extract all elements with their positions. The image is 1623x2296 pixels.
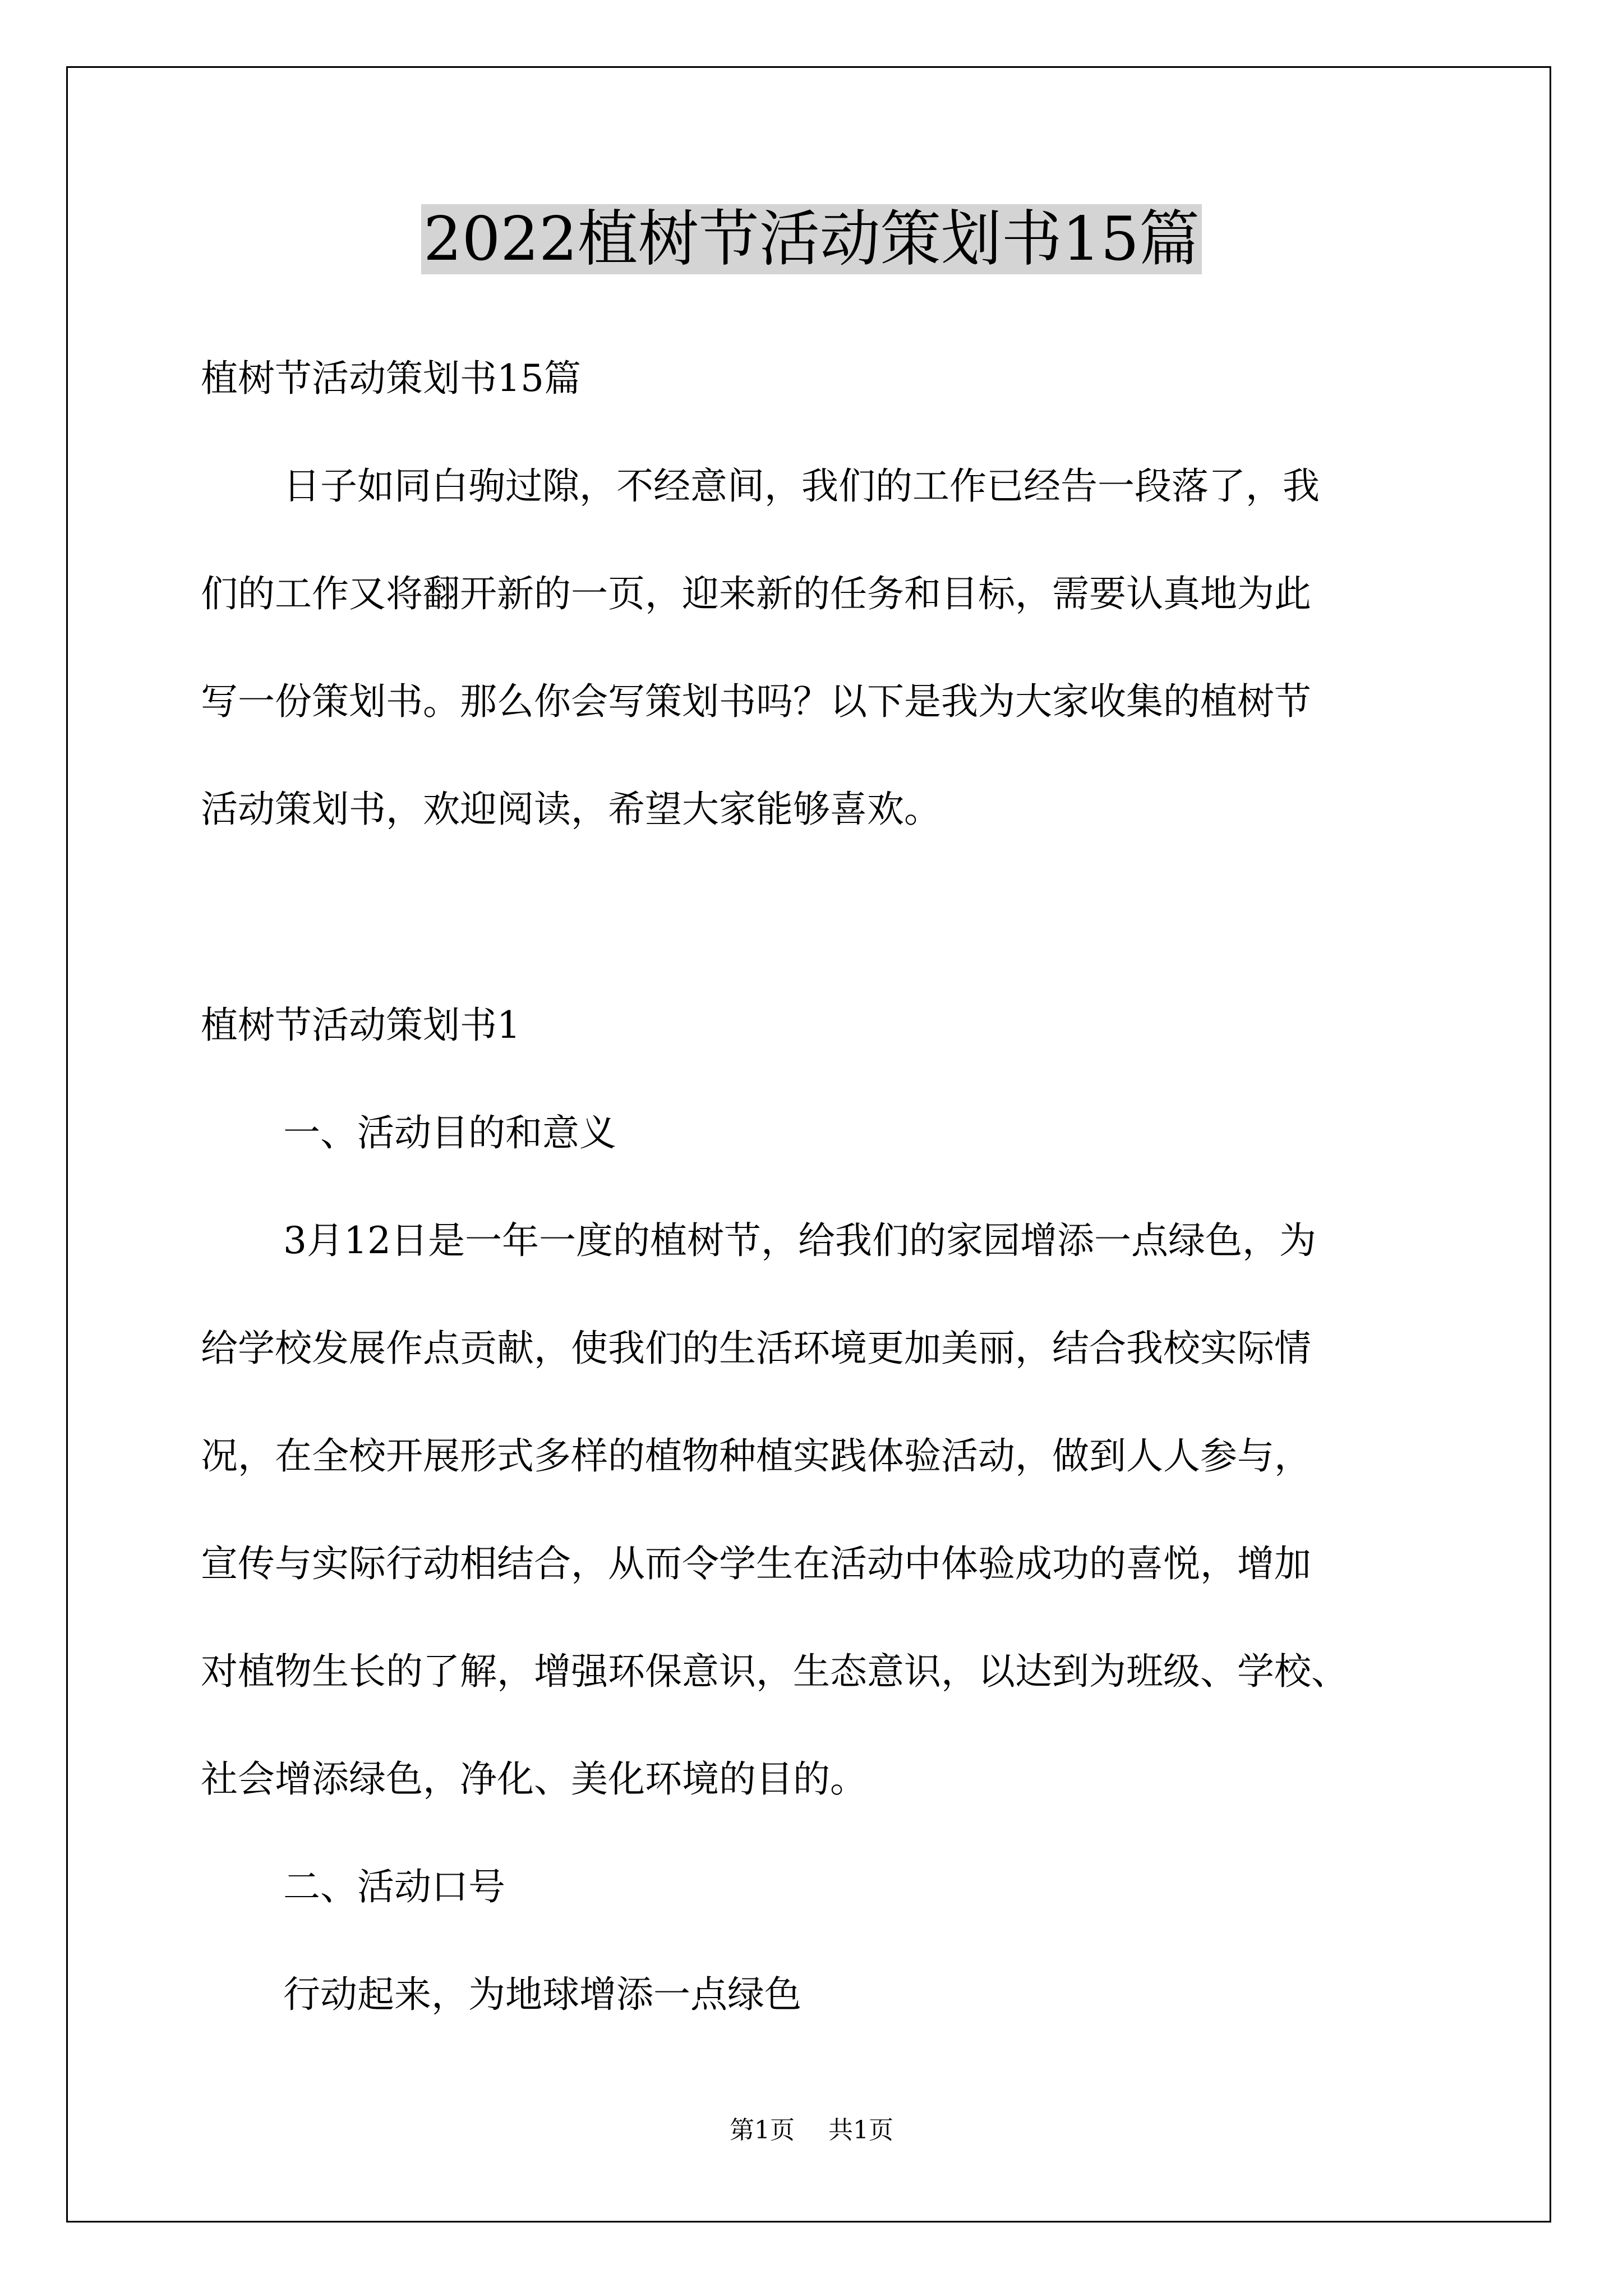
page-footer [0, 2114, 1623, 2147]
section-heading: 植树节活动策划书1 [201, 1004, 520, 1047]
subtitle: 植树节活动策划书15篇 [201, 357, 581, 400]
part2-heading: 二、活动口号 [283, 1865, 505, 1908]
intro-line-2: 们的工作又将翻开新的一页，迎来新的任务和目标，需要认真地为此 [201, 572, 1311, 615]
page-total: 共1页 [828, 2116, 893, 2145]
part1-line-5: 对植物生长的了解，增强环保意识，生态意识，以达到为班级、学校、 [201, 1650, 1348, 1693]
part1-line-6: 社会增添绿色，净化、美化环境的目的。 [201, 1757, 867, 1801]
part1-line-1: 3月12日是一年一度的植树节，给我们的家园增添一点绿色，为 [283, 1219, 1316, 1262]
intro-line-4: 活动策划书，欢迎阅读，希望大家能够喜欢。 [201, 788, 941, 831]
part1-line-4: 宣传与实际行动相结合，从而令学生在活动中体验成功的喜悦，增加 [201, 1542, 1311, 1585]
document-title [0, 197, 1623, 282]
part1-line-3: 况，在全校开展形式多样的植物种植实践体验活动，做到人人参与， [201, 1434, 1311, 1478]
slogan: 行动起来，为地球增添一点绿色 [283, 1973, 801, 2016]
intro-line-1: 日子如同白驹过隙，不经意间，我们的工作已经告一段落了，我 [283, 464, 1320, 508]
document-title-text: 2022植树节活动策划书15篇 [421, 204, 1202, 274]
part1-heading: 一、活动目的和意义 [283, 1111, 616, 1154]
intro-line-3: 写一份策划书。那么你会写策划书吗？以下是我为大家收集的植树节 [201, 680, 1311, 723]
page-number: 第1页 [730, 2116, 795, 2145]
part1-line-2: 给学校发展作点贡献，使我们的生活环境更加美丽，结合我校实际情 [201, 1327, 1311, 1370]
